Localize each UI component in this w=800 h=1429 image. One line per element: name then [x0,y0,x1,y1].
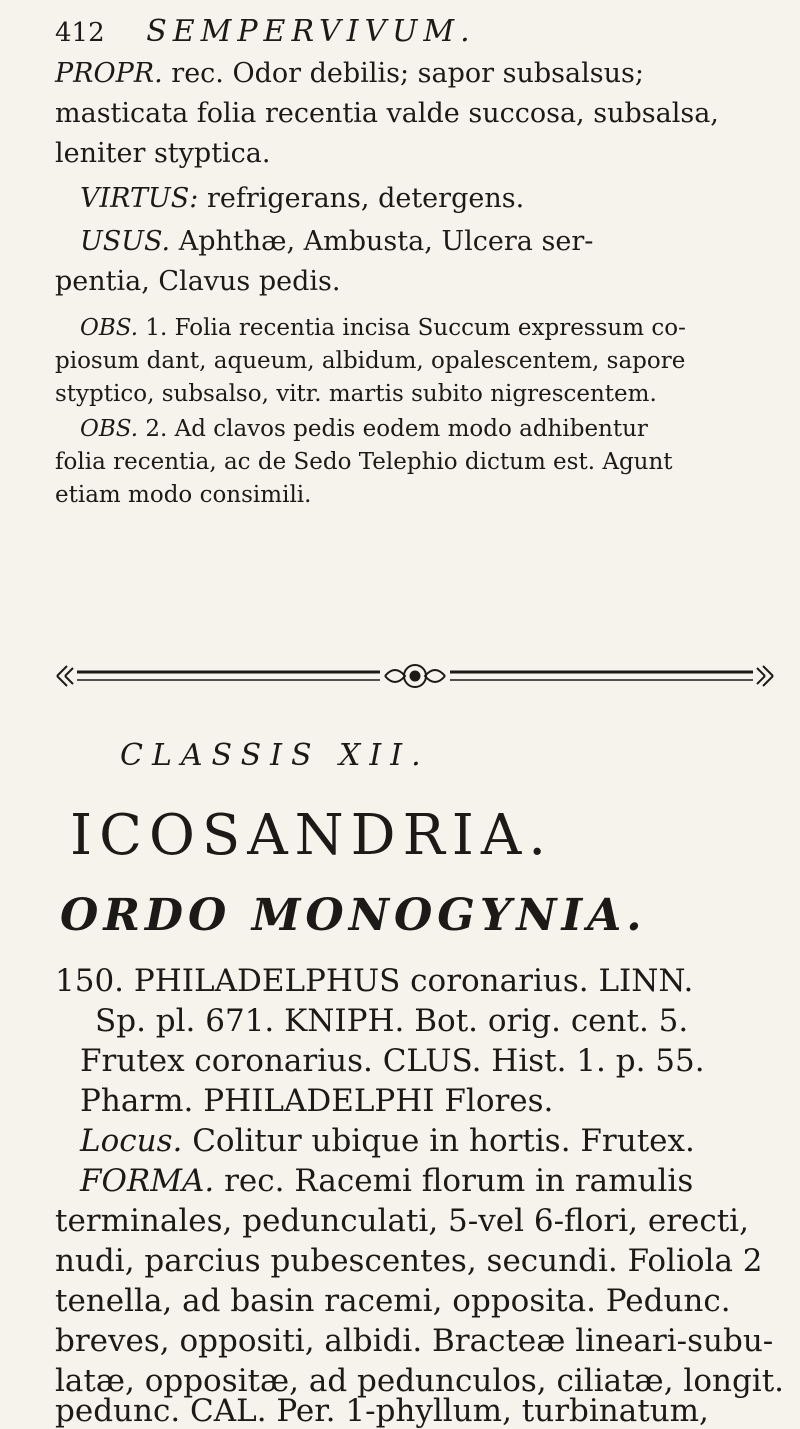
line-text: 2. Ad clavos pedis eodem modo adhibentur [138,416,648,442]
text-line: Pharm. PHILADELPHI Flores. [80,1083,554,1119]
obs-label: OBS. [80,315,139,341]
text-line [80,416,648,442]
text-line [80,1163,693,1199]
text-line [55,58,644,89]
entry-heading: 150. PHILADELPHUS coronarius. LINN. [55,963,694,999]
obs-label: OBS. [80,416,139,442]
line-text: rec. Odor debilis; sapor subsalsus; [162,58,644,89]
text-line: terminales, pedunculati, 5-vel 6-flori, erecti, [55,1203,749,1239]
section-label: USUS. [80,226,171,257]
ornamental-divider [55,662,775,690]
text-line [80,315,686,341]
section-label: VIRTUS: [80,183,199,214]
line-text: refrigerans, detergens. [198,183,525,214]
running-head [55,14,476,49]
text-line: breves, oppositi, albidi. Bracteæ lineari-subu- [55,1323,774,1359]
text-line [80,226,593,257]
text-line: Frutex coronarius. CLUS. Hist. 1. p. 55. [80,1043,705,1079]
text-line: Sp. pl. 671. KNIPH. Bot. orig. cent. 5. [95,1003,689,1039]
class-title: ICOSANDRIA. [70,803,554,868]
text-line: nudi, parcius pubescentes, secundi. Foliola 2 [55,1243,763,1279]
text-line: pentia, Clavus pedis. [55,266,341,297]
text-line: etiam modo consimili. [55,482,312,508]
page-number: 412 [55,18,105,48]
text-line: pedunc. CAL. Per. 1-phyllum, turbinatum, [55,1393,709,1429]
text-line: latæ, oppositæ, ad pedunculos, ciliatæ, longit. [55,1363,785,1399]
section-label: Locus. [80,1123,183,1159]
order-title: ORDO MONOGYNIA. [60,890,647,941]
line-text: Aphthæ, Ambusta, Ulcera ser- [170,226,594,257]
running-title: SEMPERVIVUM. [146,14,476,49]
text-line [80,1123,695,1159]
text-line: styptico, subsalso, vitr. martis subito nigrescentem. [55,381,657,407]
text-line: piosum dant, aqueum, albidum, opalescentem, sapore [55,348,686,374]
section-label: PROPR. [55,58,163,89]
line-text: 1. Folia recentia incisa Succum expressum co- [138,315,686,341]
line-text: Colitur ubique in hortis. Frutex. [182,1123,695,1159]
text-line [80,183,524,214]
text-line: folia recentia, ac de Sedo Telephio dictum est. Agunt [55,449,673,475]
section-label: FORMA. [80,1163,215,1199]
text-line: tenella, ad basin racemi, opposita. Pedunc. [55,1283,731,1319]
classis-heading: CLASSIS XII. [120,738,430,773]
text-line: leniter styptica. [55,138,271,169]
line-text: rec. Racemi florum in ramulis [214,1163,694,1199]
text-line: masticata folia recentia valde succosa, subsalsa, [55,98,719,129]
